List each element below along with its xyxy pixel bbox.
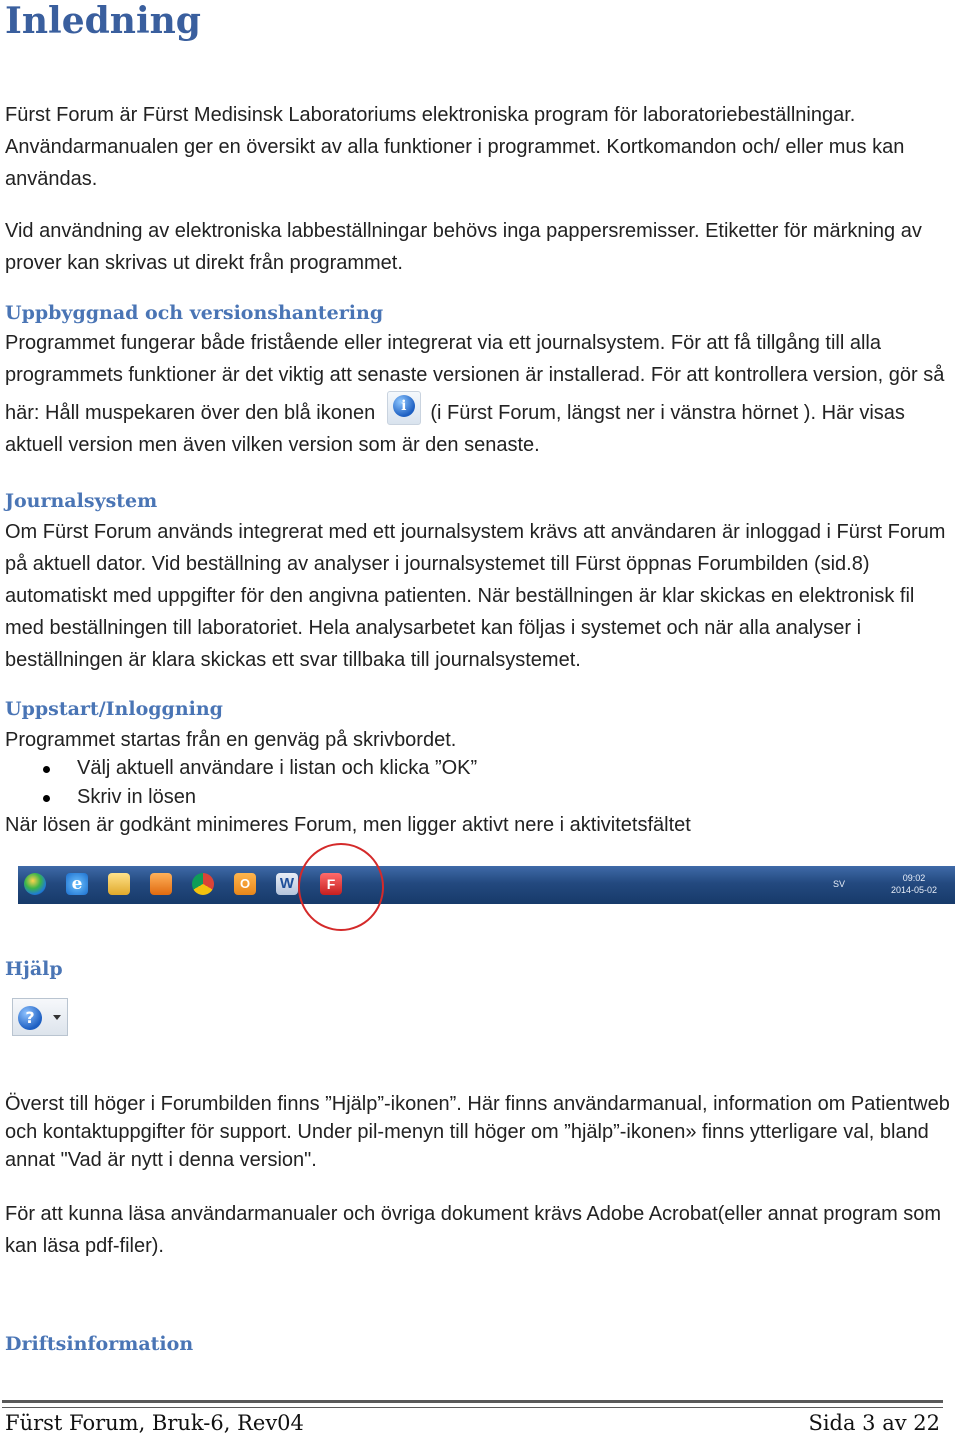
- windows-start-icon: [24, 873, 46, 895]
- help-paragraph-2: För att kunna läsa användarmanualer och övriga dokument krävs Adobe Acrobat(eller annat program som kan läsa pdf-filer).: [5, 1203, 942, 1257]
- list-item: Välj aktuell användare i listan och klicka ”OK”: [5, 754, 905, 783]
- internet-explorer-icon: e: [66, 873, 88, 895]
- versioning-paragraph: [5, 327, 950, 461]
- help-question-icon: ?: [18, 1006, 42, 1030]
- intro-paragraph-1: Fürst Forum är Fürst Medisinsk Laboratoriums elektroniska program för laboratoriebeställningar. Användarmanualen ger en översikt av alla funktioner i programmet. Kortkomandon och/ eller mus kan användas.: [5, 104, 905, 190]
- page-title: Inledning: [5, 0, 201, 42]
- tray-date: 2014-05-02: [890, 885, 937, 895]
- outlook-icon: O: [234, 873, 256, 895]
- windows-taskbar-screenshot: [18, 866, 955, 904]
- chrome-icon: [192, 873, 214, 895]
- ops-heading: Driftsinformation: [5, 1333, 194, 1355]
- tray-language: SV: [832, 879, 845, 889]
- startup-steps: [5, 754, 905, 812]
- help-heading: Hjälp: [5, 958, 63, 980]
- list-item: Skriv in lösen: [5, 783, 905, 812]
- tray-clock: [891, 872, 937, 896]
- chevron-down-icon[interactable]: [53, 1015, 61, 1020]
- tray-time: 09:02: [902, 873, 926, 883]
- versioning-heading: Uppbyggnad och versionshantering: [5, 302, 384, 324]
- help-paragraph-1: Överst till höger i Forumbilden finns ”Hjälp”-ikonen”. Här finns användarmanual, information om Patientweb och kontaktuppgifter för support. Under pil-menyn till höger om ”hjälp”-ikonen» finns ytterligare val, bland annat "Vad är nytt i denna version".: [5, 1093, 950, 1171]
- help-button[interactable]: [12, 998, 68, 1036]
- startup-outro: När lösen är godkänt minimeres Forum, men ligger aktivt nere i aktivitetsfältet: [5, 814, 691, 836]
- furst-forum-icon[interactable]: F: [320, 873, 342, 895]
- folder-icon: [108, 873, 130, 895]
- journal-heading: Journalsystem: [5, 490, 158, 512]
- info-icon: i: [387, 391, 421, 425]
- journal-paragraph: Om Fürst Forum används integrerat med ett journalsystem krävs att användaren är inloggad i Fürst Forum på aktuell dator. Vid beställning av analyser i journalsystemet till Fürst öppnas Forumbilden (sid.8) automatiskt med uppgifter för den angivna patienten. När beställningen är klar skickas en elektronisk fil med beställningen till laboratoriet. Hela analysarbetet kan följas i systemet och när alla analyser i beställningen är klara skickas ett svar tillbaka till journalsystemet.: [5, 521, 946, 671]
- footer-doc-id: Fürst Forum, Bruk-6, Rev04: [5, 1411, 304, 1435]
- startup-intro: Programmet startas från en genväg på skrivbordet.: [5, 729, 457, 751]
- footer-divider: [2, 1400, 943, 1408]
- startup-heading: Uppstart/Inloggning: [5, 698, 223, 720]
- footer-page-number: Sida 3 av 22: [808, 1411, 940, 1435]
- media-player-icon: [150, 873, 172, 895]
- versioning-text-after-icon: (i Fürst Forum, längst ner i vänstra hörnet ). Här visas aktuell version men även vilken version som är den senaste.: [5, 402, 905, 456]
- versioning-text-before-icon: Programmet fungerar både fristående eller integrerat via ett journalsystem. För att få tillgång till alla programmets funktioner är det viktig att senaste versionen är installerad. För att kontrollera version, gör så här: Håll muspekaren över den blå ikonen: [5, 332, 945, 424]
- word-icon: W: [276, 873, 298, 895]
- intro-paragraph-2: Vid användning av elektroniska labbeställningar behövs inga pappersremisser. Etiketter för märkning av prover kan skrivas ut direkt från programmet.: [5, 220, 922, 274]
- highlight-circle: [298, 843, 384, 931]
